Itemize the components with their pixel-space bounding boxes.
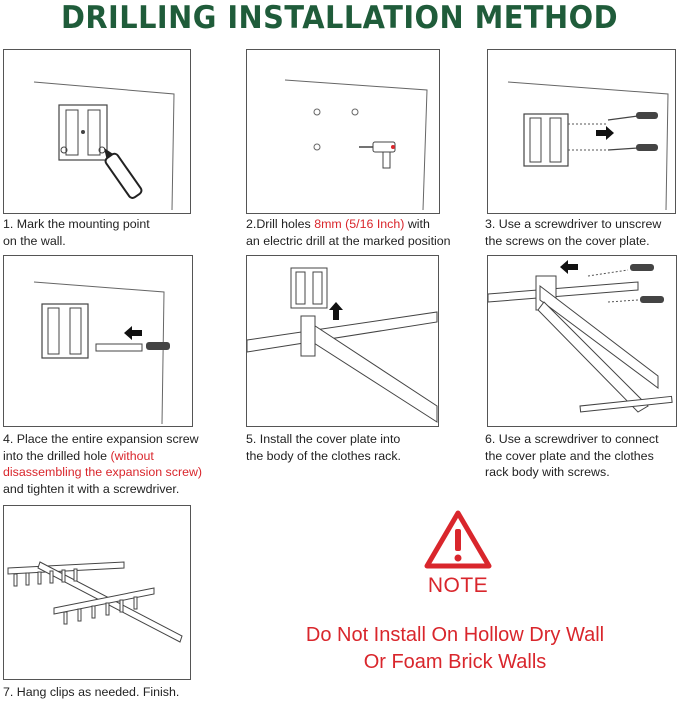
step-5-illustration (246, 255, 439, 427)
arrow-left-icon (560, 260, 578, 274)
step-4-caption: 4. Place the entire expansion screw into the drilled hole (without disassembling the expansion screw) and tighten it with a screwdriver. (3, 432, 203, 496)
step-7-caption: 7. Hang clips as needed. Finish. (3, 685, 180, 699)
step-6-illustration (487, 255, 677, 427)
arrow-left-icon (124, 326, 142, 340)
electric-drill-icon (359, 142, 395, 168)
arrow-up-icon (329, 302, 343, 320)
screwdriver-icon (608, 112, 658, 151)
step-7-illustration (3, 505, 191, 680)
page-title: DRILLING INSTALLATION METHOD (60, 0, 619, 36)
warning-text: Do Not Install On Hollow Dry Wall Or Foam Brick Walls (305, 624, 605, 673)
step-6-caption: 6. Use a screwdriver to connect the cover plate and the clothes rack body with screws. (485, 432, 659, 479)
step-5-caption: 5. Install the cover plate into the body of the clothes rack. (246, 432, 401, 463)
step-1-caption: 1. Mark the mounting point on the wall. (3, 217, 150, 248)
warning-triangle-icon (424, 510, 492, 570)
step-3-illustration (487, 49, 676, 214)
step-3-caption: 3. Use a screwdriver to unscrew the screws on the cover plate. (485, 217, 662, 248)
step-2-illustration (246, 49, 440, 214)
mounting-plate-icon (59, 105, 107, 160)
arrow-right-icon (596, 126, 614, 140)
step-4-illustration (3, 255, 193, 427)
step-1-illustration (3, 49, 191, 214)
step-2-caption: 2.Drill holes 8mm (5/16 Inch) with an electric drill at the marked position (246, 217, 451, 248)
note-label: NOTE (427, 574, 489, 597)
